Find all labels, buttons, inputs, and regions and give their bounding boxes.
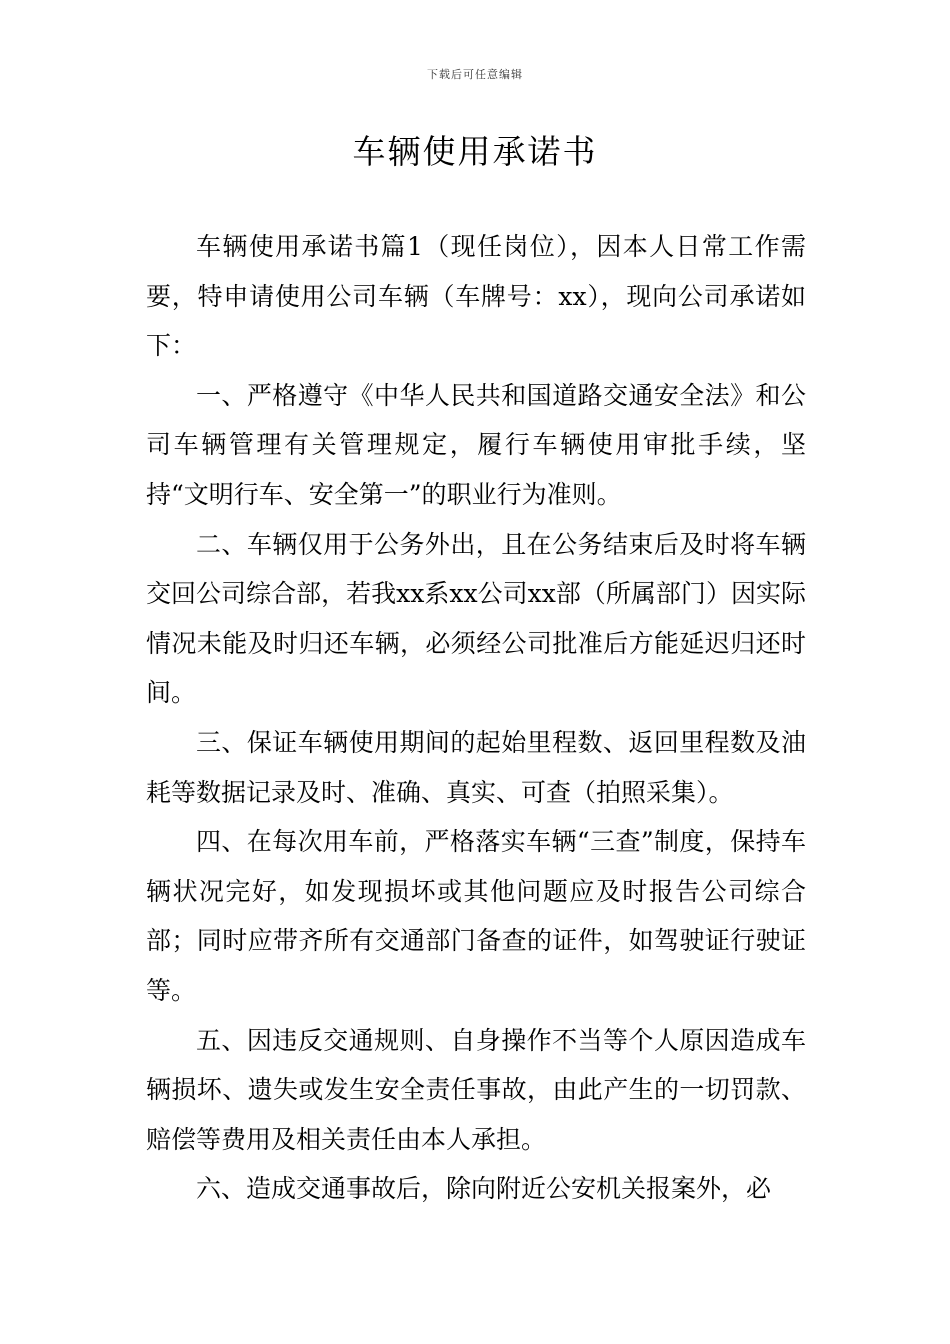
paragraph-intro: 车辆使用承诺书篇1（现任岗位），因本人日常工作需要，特申请使用公司车辆（车牌号：xx），现向公司承诺如下：	[146, 232, 806, 361]
paragraph-item-3: 三、保证车辆使用期间的起始里程数、返回里程数及油耗等数据记录及时、准确、真实、可查（拍照采集）。	[146, 727, 806, 807]
document-body	[146, 222, 806, 1214]
paragraph-item-5: 五、因违反交通规则、自身操作不当等个人原因造成车辆损坏、遗失或发生安全责任事故，由此产生的一切罚款、赔偿等费用及相关责任由本人承担。	[146, 1025, 806, 1154]
paragraph-item-2: 二、车辆仅用于公务外出，且在公务结束后及时将车辆交回公司综合部，若我xx系xx公司xx部（所属部门）因实际情况未能及时归还车辆，必须经公司批准后方能延迟归还时间。	[146, 529, 806, 708]
header-note: 下载后可任意编辑	[427, 68, 523, 81]
paragraph-item-4: 四、在每次用车前，严格落实车辆“三查”制度，保持车辆状况完好，如发现损坏或其他问题应及时报告公司综合部；同时应带齐所有交通部门备查的证件，如驾驶证行驶证等。	[146, 827, 806, 1005]
paragraph-item-6: 六、造成交通事故后，除向附近公安机关报案外，必	[196, 1174, 772, 1204]
document-title: 车辆使用承诺书	[352, 132, 598, 171]
paragraph-item-1: 一、严格遵守《中华人民共和国道路交通安全法》和公司车辆管理有关管理规定，履行车辆使用审批手续，坚持“文明行车、安全第一”的职业行为准则。	[146, 380, 806, 509]
